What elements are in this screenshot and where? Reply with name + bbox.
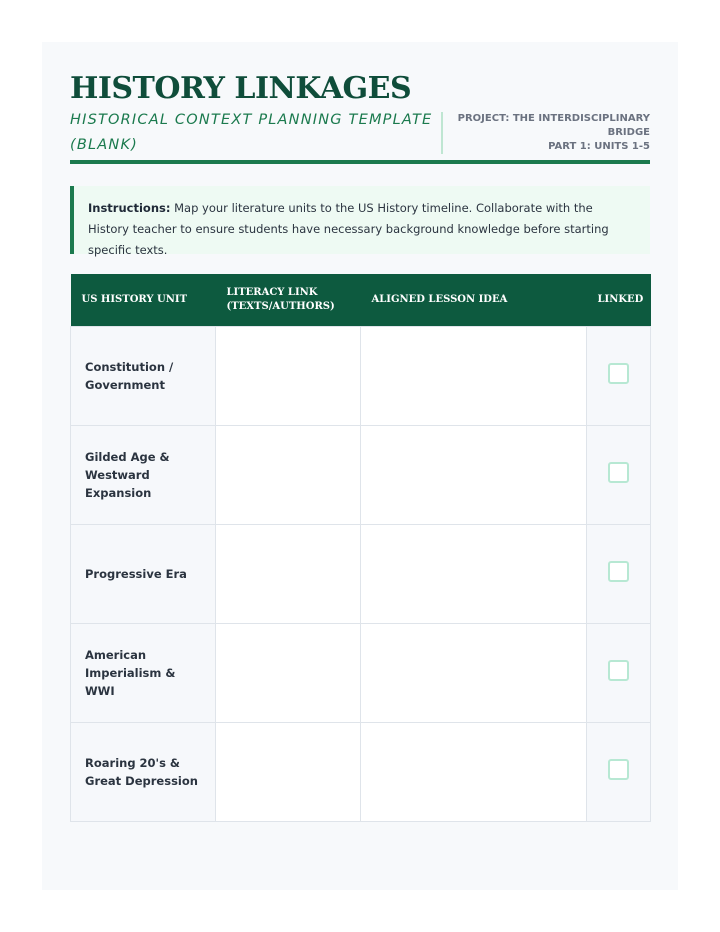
table-row [71,722,651,821]
table-row [71,425,651,524]
column-header-linked: LINKED [597,293,644,305]
column-header-us-history-unit: US HISTORY UNIT [81,293,188,305]
unit-cell: Constitution / Government [71,326,216,425]
unit-cell: Roaring 20's & Great Depression [71,722,216,821]
linked-checkbox[interactable] [608,660,629,681]
literacy-link-cell[interactable] [216,326,361,425]
linked-checkbox[interactable] [608,462,629,483]
unit-cell: American Imperialism & WWI [71,623,216,722]
instructions-text: Map your literature units to the US History timeline. Collaborate with the History teacher to ensure students have necessary background knowledge before starting specific texts. [88,201,609,257]
literacy-link-cell[interactable] [216,722,361,821]
lesson-idea-cell[interactable] [361,425,587,524]
instructions-box [70,186,650,257]
table-header-row [71,274,651,326]
linked-cell [587,722,651,821]
linked-checkbox[interactable] [608,561,629,582]
document-page [42,42,678,890]
linked-cell [587,524,651,623]
literacy-link-cell[interactable] [216,425,361,524]
column-header-aligned-lesson-idea: ALIGNED LESSON IDEA [371,293,508,305]
page-title: HISTORY LINKAGES [70,71,412,106]
lesson-idea-cell[interactable] [361,326,587,425]
table-row [71,623,651,722]
literacy-link-cell[interactable] [216,524,361,623]
lesson-idea-cell[interactable] [361,722,587,821]
unit-cell: Gilded Age & Westward Expansion [71,425,216,524]
unit-cell: Progressive Era [71,524,216,623]
linked-cell [587,425,651,524]
linked-cell [587,326,651,425]
project-name: PROJECT: THE INTERDISCIPLINARY BRIDGE [457,113,650,138]
lesson-idea-cell[interactable] [361,524,587,623]
page-subtitle: HISTORICAL CONTEXT PLANNING TEMPLATE (BLANK) [70,112,433,153]
linked-checkbox[interactable] [608,759,629,780]
instructions-label: Instructions: [88,201,171,215]
planning-table [70,274,651,822]
document-header [70,72,650,164]
table-row [71,326,651,425]
table-row [71,524,651,623]
literacy-link-cell[interactable] [216,623,361,722]
linked-cell [587,623,651,722]
linked-checkbox[interactable] [608,363,629,384]
project-part: PART 1: UNITS 1-5 [548,141,650,152]
column-header-literacy-link: LITERACY LINK (TEXTS/AUTHORS) [226,286,335,312]
project-info [441,112,650,154]
lesson-idea-cell[interactable] [361,623,587,722]
title-block [70,72,441,158]
